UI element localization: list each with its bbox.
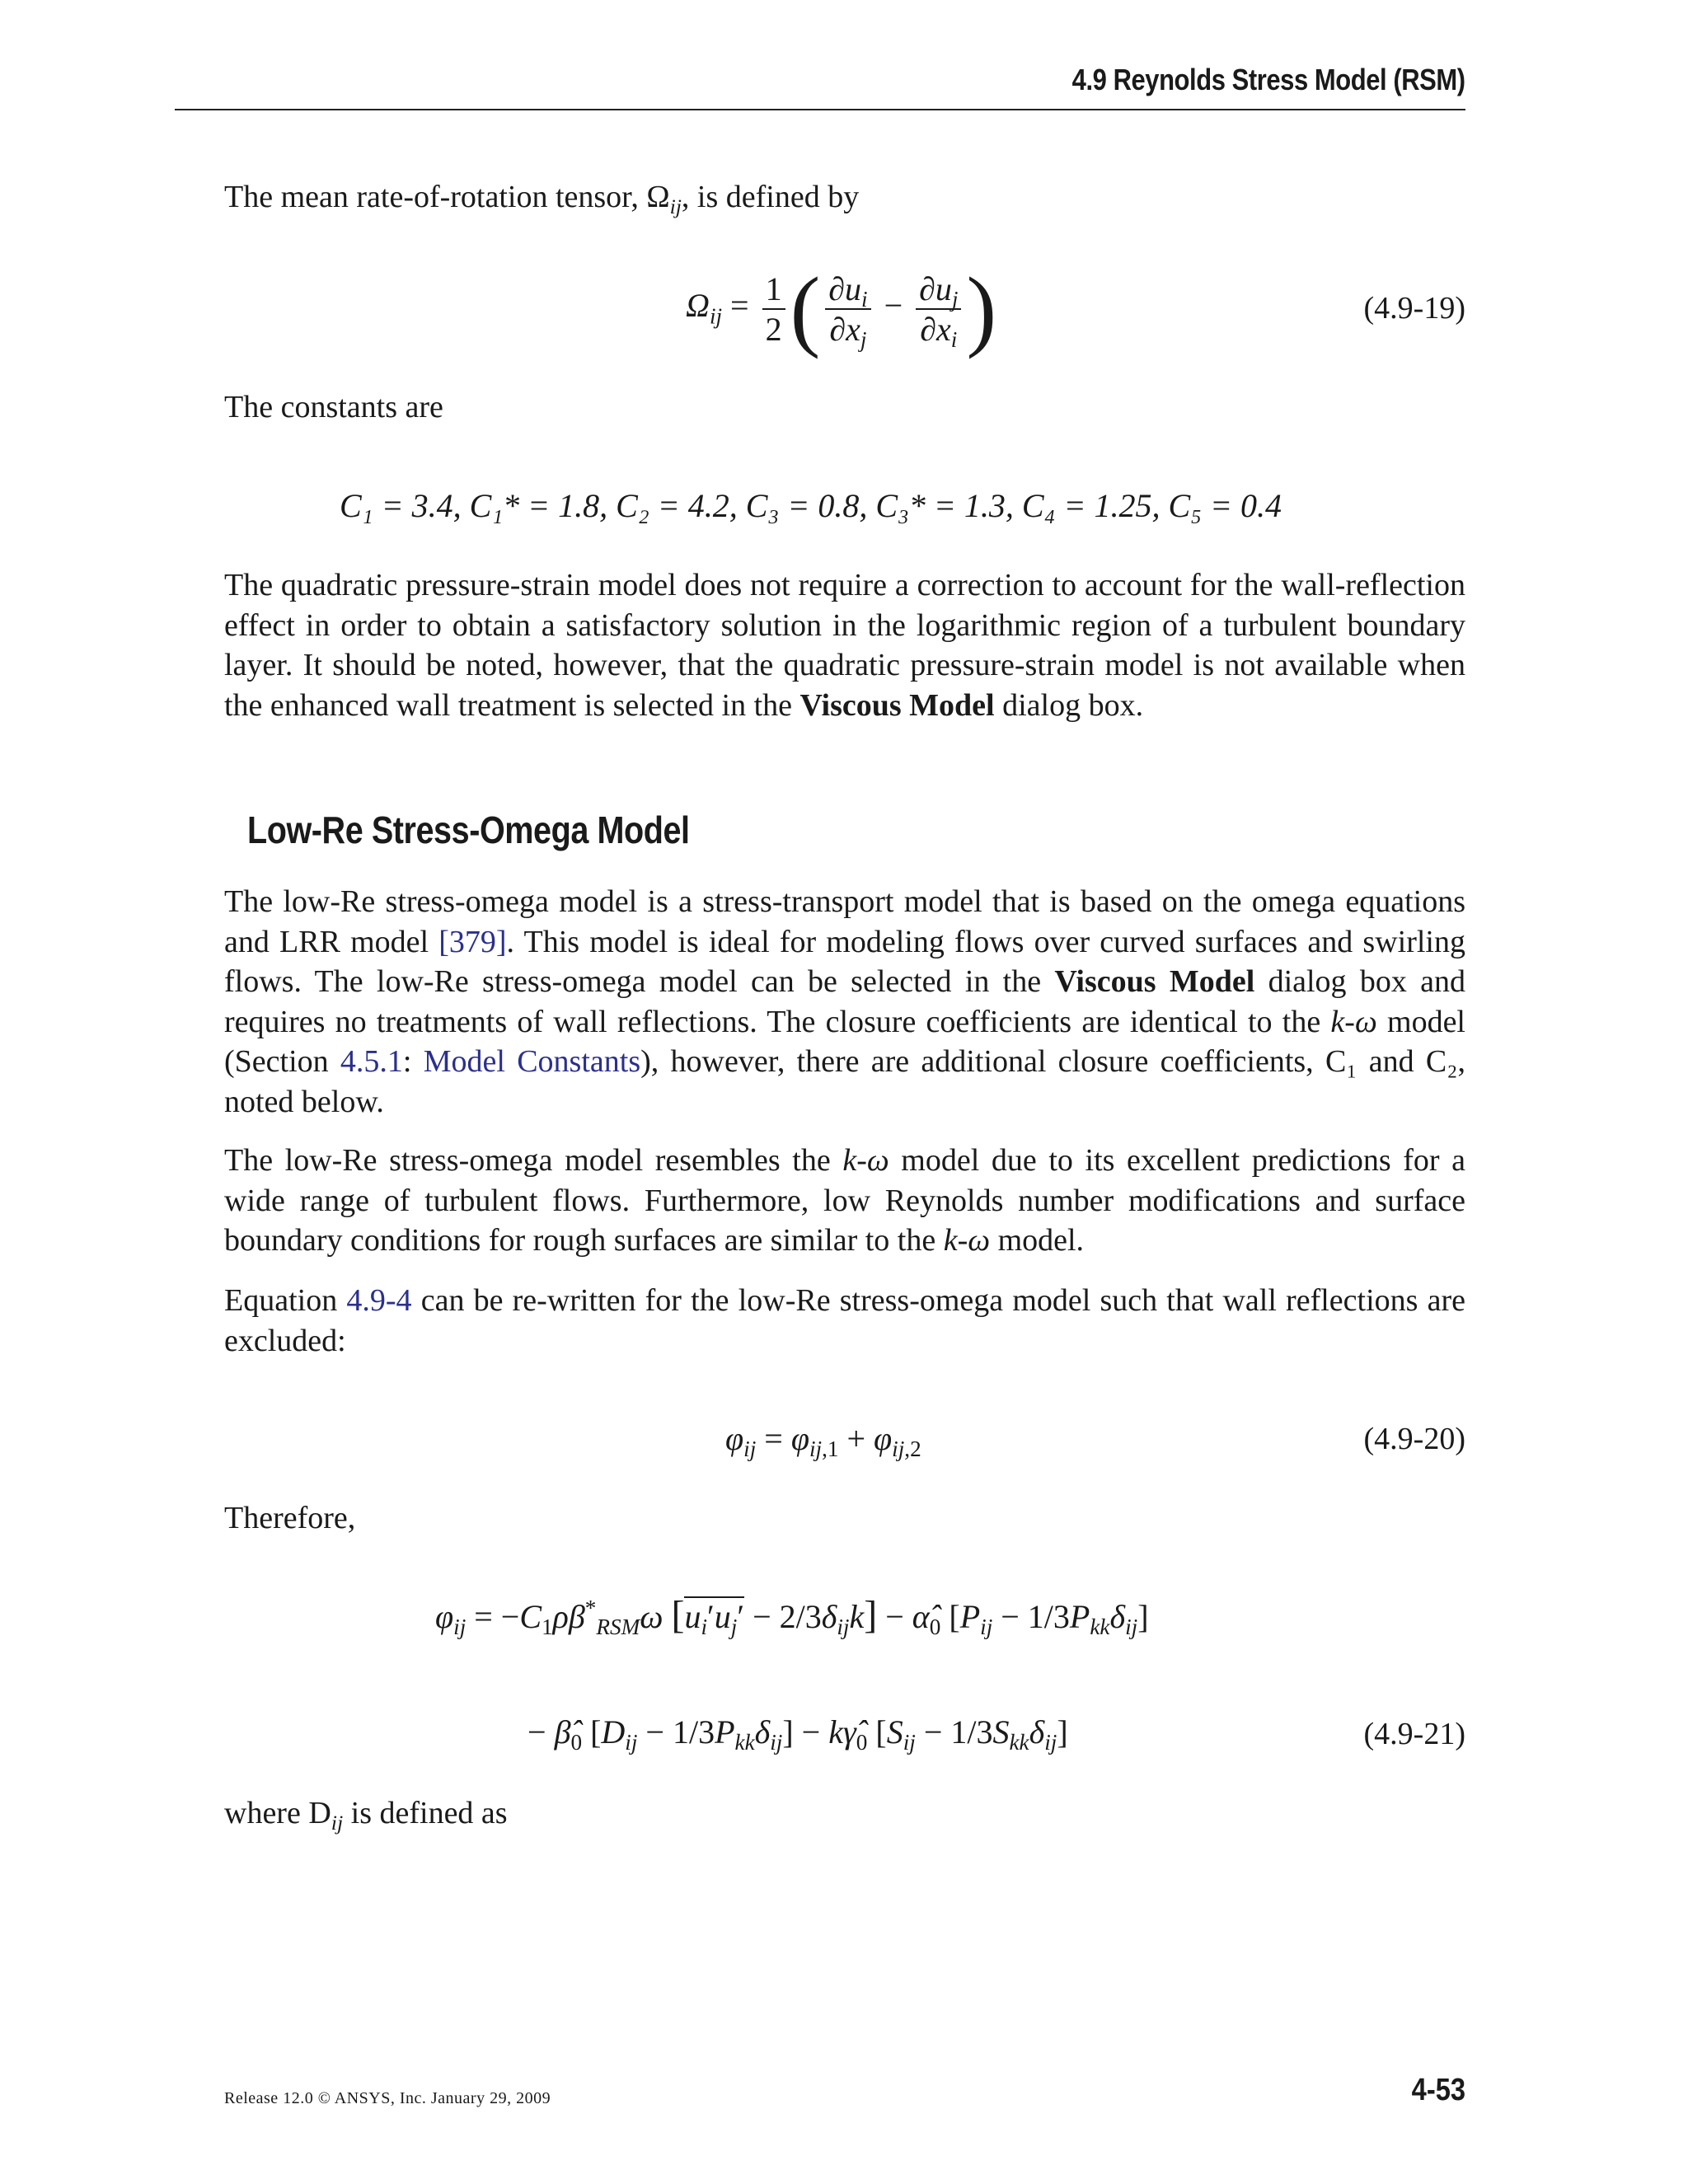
header-title: 4.9 Reynolds Stress Model (RSM) (1072, 63, 1465, 96)
page-header (175, 61, 1465, 110)
equation-4-9-21-line2: − $\betâ_0$ $[D_{ij} - 1/3P_{kk}\delta_{ij}]$ − $k\gammâ_0$ $[S_{ij} - 1/3S_{kk}\delta_{ij}]$ (528, 1713, 1068, 1755)
equation-number-20: (4.9-20) (1363, 1422, 1465, 1456)
paragraph-rotation-tensor: The mean rate-of-rotation tensor, $\Omega_{ij}$, is defined by (224, 180, 860, 218)
paragraph-therefore: Therefore, (224, 1501, 356, 1535)
model-constants-link[interactable]: Model Constants (423, 1044, 641, 1079)
equation-4-9-19: $\Omega_{ij}$ = $\frac{1}{2}$ ( $\frac{\partial u_i}{\partial x_j}$ − $\frac{\partial u_j}{\partial x_i}$ ) (686, 259, 997, 359)
section-title: Low-Re Stress-Omega Model (247, 808, 690, 851)
equation-4-9-21-line1: $\varphi_{ij} = -C_1\rho\beta^*_{RSM}\omega$ $[u_i'u_j' - 2/3\delta_{ij}k]$ − $\alphâ_0$ $[P_{ij} - 1/3P_{kk}\delta_{ij}]$ (435, 1593, 1149, 1640)
paragraph-constants-intro: The constants are (224, 390, 443, 424)
section-link-4-5-1[interactable]: 4.5.1 (340, 1044, 403, 1079)
paragraph-low-re-intro: The low-Re stress-omega model is a stress-transport model that is based on the omega equations and LRR model [379]. This model is ideal for modeling flows over curved surfaces and swirling flows. The low-Re stress-omega model can be selected in the Viscous Model dialog box and requires no treatments of wall reflections. The closure coefficients are identical to the k-ω model (Section 4.5.1: Model Constants), however, there are additional closure coefficients, C₁ and C₂, noted below. (224, 884, 1466, 1119)
equation-4-9-20: $\varphi_{ij} = \varphi_{ij,1} + \varphi_{ij,2}$ (725, 1420, 921, 1462)
footer-release: Release 12.0 © ANSYS, Inc. January 29, 2009 (224, 2089, 551, 2107)
page-number: 4-53 (1411, 2073, 1465, 2107)
paragraph-quadratic-model: The quadratic pressure-strain model does not require a correction to account for the wall-reflection effect in order to obtain a satisfactory solution in the logarithmic region of a turbulent boundary layer. It should be noted, however, that the quadratic pressure-strain model is not available when the enhanced wall treatment is selected in the Viscous Model dialog box. (224, 568, 1465, 723)
paragraph-kw-resemblance: The low-Re stress-omega model resembles the k-ω model due to its excellent predictions for a wide range of turbulent flows. Furthermore, low Reynolds number modifications and surface boundary conditions for rough surfaces are similar to the k-ω model. (224, 1143, 1466, 1258)
constants-equation: C₁ = 3.4, C₁* = 1.8, C₂ = 4.2, C₃ = 0.8, C₃* = 1.3, C₄ = 1.25, C₅ = 0.4 (340, 487, 1282, 524)
paragraph-where-dij: where $D_{ij}$ is defined as (224, 1796, 508, 1835)
equation-link-4-9-4[interactable]: 4.9-4 (346, 1283, 412, 1318)
equation-number-21: (4.9-21) (1363, 1717, 1465, 1751)
reference-link-379[interactable]: [379] (438, 924, 507, 959)
paragraph-equation-rewrite: Equation 4.9-4 can be re-written for the low-Re stress-omega model such that wall reflections are excluded: (224, 1283, 1465, 1358)
equation-number-19: (4.9-19) (1363, 291, 1465, 326)
